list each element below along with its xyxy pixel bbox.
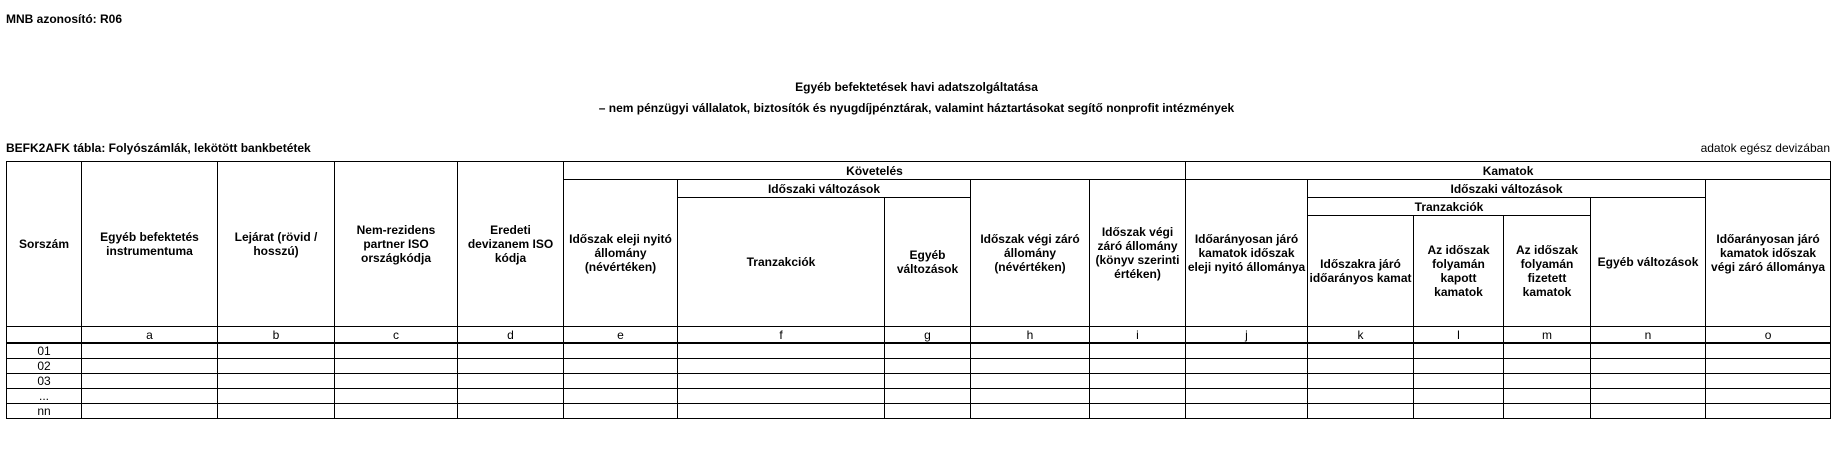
data-cell[interactable] [335,389,458,404]
header-n: Egyéb változások [1591,198,1706,327]
table-label: BEFK2AFK tábla: Folyószámlák, lekötött bankbetétek [6,141,311,155]
data-cell[interactable] [82,343,218,359]
data-cell[interactable] [1414,374,1504,389]
data-cell[interactable] [885,404,971,419]
data-cell[interactable] [1308,389,1414,404]
data-cell[interactable] [1414,389,1504,404]
data-cell[interactable] [564,374,678,389]
letter-cell: k [1308,327,1414,344]
letter-cell: l [1414,327,1504,344]
data-cell[interactable] [335,374,458,389]
data-cell[interactable] [885,359,971,374]
data-cell[interactable] [1504,404,1591,419]
row-number: ... [7,389,82,404]
table-row [7,343,1831,359]
data-cell[interactable] [1591,359,1706,374]
data-cell[interactable] [458,343,564,359]
data-cell[interactable] [1504,374,1591,389]
data-cell[interactable] [1706,404,1831,419]
data-cell[interactable] [971,359,1090,374]
letter-cell: o [1706,327,1831,344]
data-cell[interactable] [1090,389,1186,404]
data-cell[interactable] [1414,404,1504,419]
data-cell[interactable] [564,343,678,359]
data-cell[interactable] [678,404,885,419]
data-cell[interactable] [1591,343,1706,359]
header-c: Nem-rezidens partner ISO országkódja [335,162,458,327]
letter-cell: m [1504,327,1591,344]
header-j: Időarányosan járó kamatok időszak eleji nyitó állománya [1186,180,1308,327]
data-cell[interactable] [82,389,218,404]
data-cell[interactable] [678,343,885,359]
header-kamatok: Kamatok [1186,162,1831,180]
letter-cell-blank [7,327,82,344]
data-cell[interactable] [1706,389,1831,404]
data-cell[interactable] [1186,404,1308,419]
header-i: Időszak végi záró állomány (könyv szerinti értéken) [1090,180,1186,327]
row-number: 03 [7,374,82,389]
table-row [7,404,1831,419]
header-k: Időszakra járó időarányos kamat [1308,216,1414,327]
unit-note: adatok egész devizában [1700,141,1830,155]
header-e: Időszak eleji nyitó állomány (névértéken) [564,180,678,327]
data-cell[interactable] [564,359,678,374]
letter-cell: a [82,327,218,344]
row-number: nn [7,404,82,419]
letter-cell: g [885,327,971,344]
data-cell[interactable] [564,389,678,404]
header-sorszam: Sorszám [7,162,82,327]
data-cell[interactable] [1591,374,1706,389]
data-cell[interactable] [1504,359,1591,374]
data-cell[interactable] [1186,389,1308,404]
data-cell[interactable] [218,389,335,404]
data-cell[interactable] [335,404,458,419]
data-cell[interactable] [1186,343,1308,359]
data-cell[interactable] [1706,343,1831,359]
data-cell[interactable] [1706,359,1831,374]
header-idoszaki-valtozasok-koveteles: Időszaki változások [678,180,971,198]
header-o: Időarányosan járó kamatok időszak végi záró állománya [1706,180,1831,327]
letter-cell: i [1090,327,1186,344]
header-f: Tranzakciók [678,198,885,327]
letter-cell: n [1591,327,1706,344]
data-cell[interactable] [971,389,1090,404]
data-cell[interactable] [564,404,678,419]
data-cell[interactable] [458,389,564,404]
letter-cell: j [1186,327,1308,344]
data-cell[interactable] [971,374,1090,389]
letter-cell: h [971,327,1090,344]
letter-cell: c [335,327,458,344]
data-cell[interactable] [335,359,458,374]
header-idoszaki-valtozasok-kamatok: Időszaki változások [1308,180,1706,198]
data-cell[interactable] [1090,343,1186,359]
data-cell[interactable] [458,359,564,374]
header-koveteles: Követelés [564,162,1186,180]
column-letter-row [7,327,1831,344]
data-cell[interactable] [1414,359,1504,374]
data-cell[interactable] [1504,389,1591,404]
table-row [7,359,1831,374]
data-cell[interactable] [218,343,335,359]
data-cell[interactable] [458,374,564,389]
data-cell[interactable] [218,404,335,419]
data-cell[interactable] [218,374,335,389]
data-cell[interactable] [1308,343,1414,359]
data-cell[interactable] [458,404,564,419]
data-cell[interactable] [82,404,218,419]
report-title: Egyéb befektetések havi adatszolgáltatása [795,80,1038,94]
mnb-identifier: MNB azonosító: R06 [6,12,123,26]
header-b: Lejárat (rövid / hosszú) [218,162,335,327]
row-number: 02 [7,359,82,374]
header-m: Az időszak folyamán fizetett kamatok [1504,216,1591,327]
data-cell[interactable] [678,389,885,404]
data-cell[interactable] [1504,343,1591,359]
data-cell[interactable] [678,374,885,389]
data-cell[interactable] [82,374,218,389]
data-cell[interactable] [1186,359,1308,374]
data-cell[interactable] [1414,343,1504,359]
data-cell[interactable] [1308,404,1414,419]
table-row [7,389,1831,404]
data-cell[interactable] [1186,374,1308,389]
letter-cell: f [678,327,885,344]
data-cell[interactable] [885,343,971,359]
header-g: Egyéb változások [885,198,971,327]
letter-cell: e [564,327,678,344]
data-cell[interactable] [82,359,218,374]
letter-cell: b [218,327,335,344]
table-row [7,374,1831,389]
befk2afk-table [6,161,1831,419]
row-number: 01 [7,343,82,359]
data-cell[interactable] [678,359,885,374]
header-d: Eredeti devizanem ISO kódja [458,162,564,327]
data-cell[interactable] [885,374,971,389]
data-cell[interactable] [971,343,1090,359]
data-cell[interactable] [1308,374,1414,389]
header-h: Időszak végi záró állomány (névértéken) [971,180,1090,327]
header-a: Egyéb befektetés instrumentuma [82,162,218,327]
data-cell[interactable] [885,389,971,404]
header-tranzakciok-kamatok: Tranzakciók [1308,198,1591,216]
letter-cell: d [458,327,564,344]
data-cell[interactable] [1706,374,1831,389]
data-cell[interactable] [971,404,1090,419]
data-cell[interactable] [1591,404,1706,419]
report-subtitle: – nem pénzügyi vállalatok, biztosítók és nyugdíjpénztárak, valamint háztartásokat segítő nonprofit intézmények [598,101,1235,115]
data-cell[interactable] [1090,404,1186,419]
data-cell[interactable] [1090,359,1186,374]
data-cell[interactable] [1591,389,1706,404]
header-l: Az időszak folyamán kapott kamatok [1414,216,1504,327]
data-cell[interactable] [1308,359,1414,374]
data-cell[interactable] [218,359,335,374]
data-cell[interactable] [1090,374,1186,389]
data-cell[interactable] [335,343,458,359]
